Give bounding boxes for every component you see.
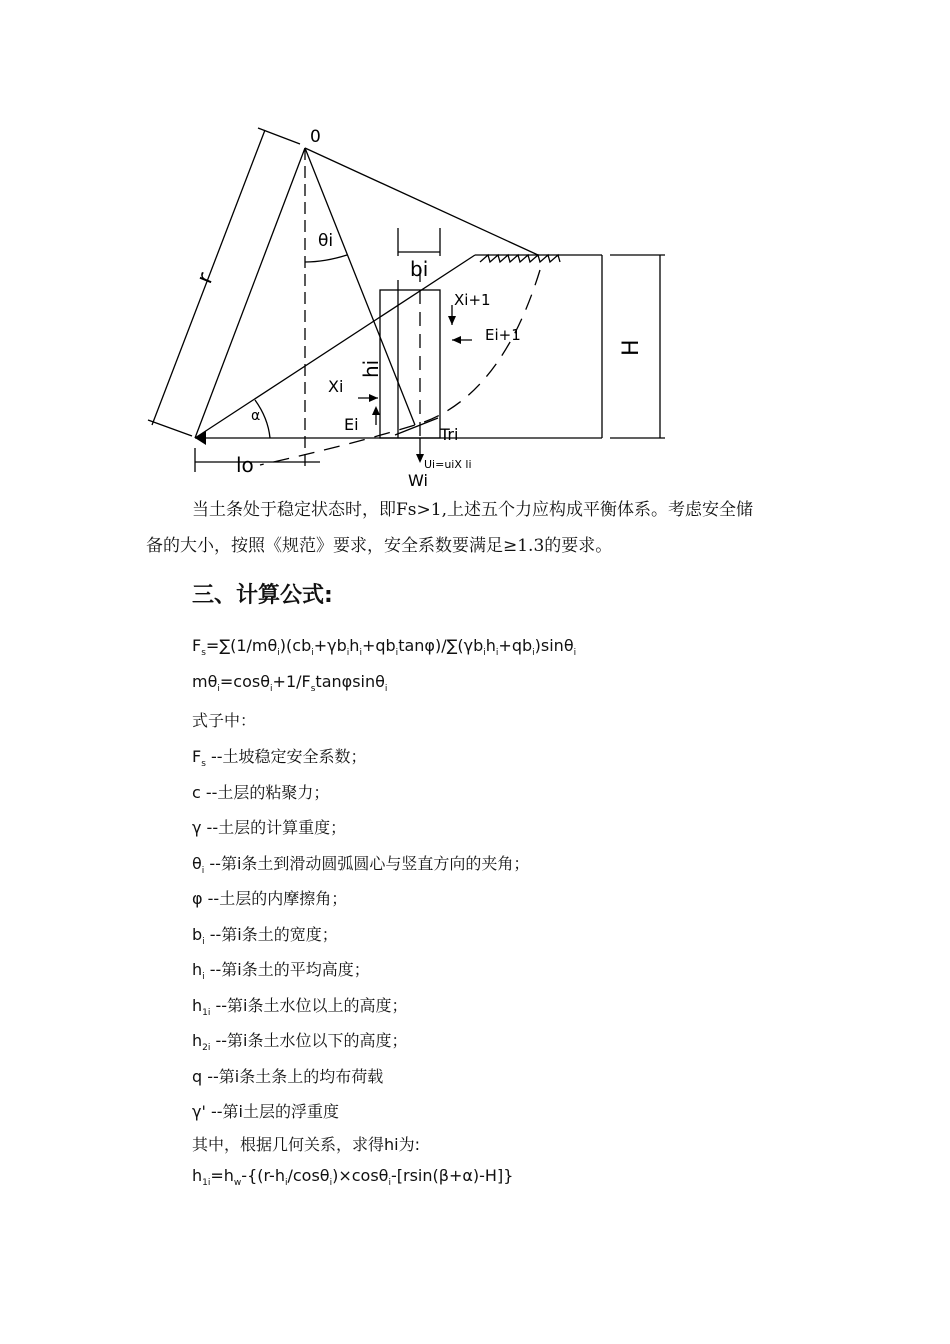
radius-line-right	[305, 148, 538, 255]
label-t: Tri	[440, 425, 459, 444]
definition-item	[192, 851, 529, 876]
definition-text: --土层的内摩擦角；	[202, 889, 348, 908]
label-l: lo	[236, 453, 254, 477]
label-x-next: Xi+1	[454, 291, 491, 309]
definition-symbol: q	[192, 1066, 203, 1086]
definition-item	[192, 957, 370, 982]
definition-text: --土坡稳定安全系数；	[205, 747, 367, 766]
label-h-slice: hi	[359, 359, 383, 378]
label-u: Ui=uiX li	[424, 458, 472, 471]
definition-text: --土层的粘聚力；	[200, 782, 330, 802]
definition-subscript: 1i	[202, 1007, 211, 1018]
definition-text: --第i条土的宽度；	[204, 924, 338, 944]
paragraph-line-2: 备的大小，按照《规范》要求，安全系数要满足≥1.3的要求。	[146, 536, 613, 556]
radius-line-left	[195, 148, 305, 438]
definition-subscript: 2i	[202, 1043, 211, 1054]
definition-text: --第i条土的平均高度；	[204, 960, 370, 979]
where-label: 式子中：	[192, 711, 257, 730]
e-arrowhead	[372, 406, 380, 415]
definition-item	[192, 1064, 383, 1089]
label-h-height: H	[619, 339, 644, 356]
definition-item	[192, 815, 346, 840]
definition-symbol: c	[192, 782, 201, 802]
x-next-arrowhead	[448, 316, 456, 325]
definition-subscript: s	[201, 759, 206, 770]
r-dim-tick-top	[258, 128, 300, 144]
slice-outline	[380, 290, 440, 438]
definition-item	[192, 886, 347, 911]
definition-text: --第i条土水位以上的高度；	[210, 995, 408, 1015]
label-x: Xi	[328, 377, 344, 396]
definition-subscript: i	[202, 936, 205, 947]
definition-item	[192, 744, 367, 769]
tri-arrow	[395, 418, 438, 435]
x-arrowhead	[369, 394, 378, 402]
definition-symbol: b	[192, 924, 203, 944]
definition-text: --第i条土水位以下的高度；	[210, 1031, 408, 1050]
label-r: r	[192, 269, 219, 288]
definition-item	[192, 993, 407, 1018]
definition-symbol: γ'	[192, 1102, 206, 1121]
definition-item	[192, 1028, 407, 1053]
label-o: 0	[310, 127, 321, 147]
label-w: Wi	[408, 471, 428, 490]
label-alpha: α	[251, 408, 261, 424]
definition-symbol: γ	[192, 818, 202, 837]
ground-hatch	[480, 255, 560, 262]
label-theta: θi	[318, 231, 334, 251]
definition-item	[192, 922, 338, 947]
definition-subscript: i	[201, 865, 205, 876]
definition-symbol: h	[192, 995, 203, 1015]
formula-m-theta: $m\theta_i=\cos\theta_i+1/F_s\tan\varphi\sin\theta_i$	[192, 672, 388, 695]
definition-item	[192, 1099, 339, 1124]
label-b: bi	[410, 257, 429, 281]
definition-item	[192, 780, 329, 805]
definition-symbol: F	[192, 747, 202, 766]
geometry-note: 其中，根据几何关系，求得hi为:	[192, 1135, 420, 1154]
definition-text: --第i条土到滑动圆弧圆心与竖直方向的夹角；	[204, 853, 530, 873]
definition-symbol: φ	[192, 889, 203, 908]
section-heading: 三、计算公式:	[192, 583, 333, 608]
e-next-arrowhead	[452, 336, 461, 344]
definition-symbol: h	[192, 1031, 203, 1050]
wi-arrowhead	[416, 454, 424, 463]
paragraph-line-1: 当土条处于稳定状态时，即Fs>1,上述五个力应构成平衡体系。考虑安全储	[192, 500, 753, 520]
label-e: Ei	[344, 415, 359, 434]
definition-text: --第i土层的浮重度	[205, 1102, 339, 1121]
formula-h1i: $h_{1i}=h_w-\{(r-h_i/\cos\theta_i)\times\cos\theta_i-[rsin(\beta+\alpha)-H]\}$	[192, 1166, 514, 1189]
label-e-next: Ei+1	[485, 326, 521, 344]
definition-text: --土层的计算重度；	[201, 818, 347, 837]
r-dim-tick-bottom	[148, 420, 192, 436]
slope-surface	[195, 255, 475, 438]
slope-stability-diagram	[140, 120, 644, 490]
definition-symbol: θ	[192, 853, 202, 873]
theta-arc	[305, 255, 347, 262]
formula-fs: $F_s=\sum(1/m\theta_i)(cb_i+\gamma b_ih_i+qb_i\tan\varphi)/\sum(\gamma b_ih_i+qb_i)\sin\theta_i$	[192, 636, 577, 659]
definition-symbol: h	[192, 960, 203, 979]
definition-subscript: i	[202, 972, 205, 983]
definition-text: --第i条土条上的均布荷载	[202, 1066, 384, 1086]
